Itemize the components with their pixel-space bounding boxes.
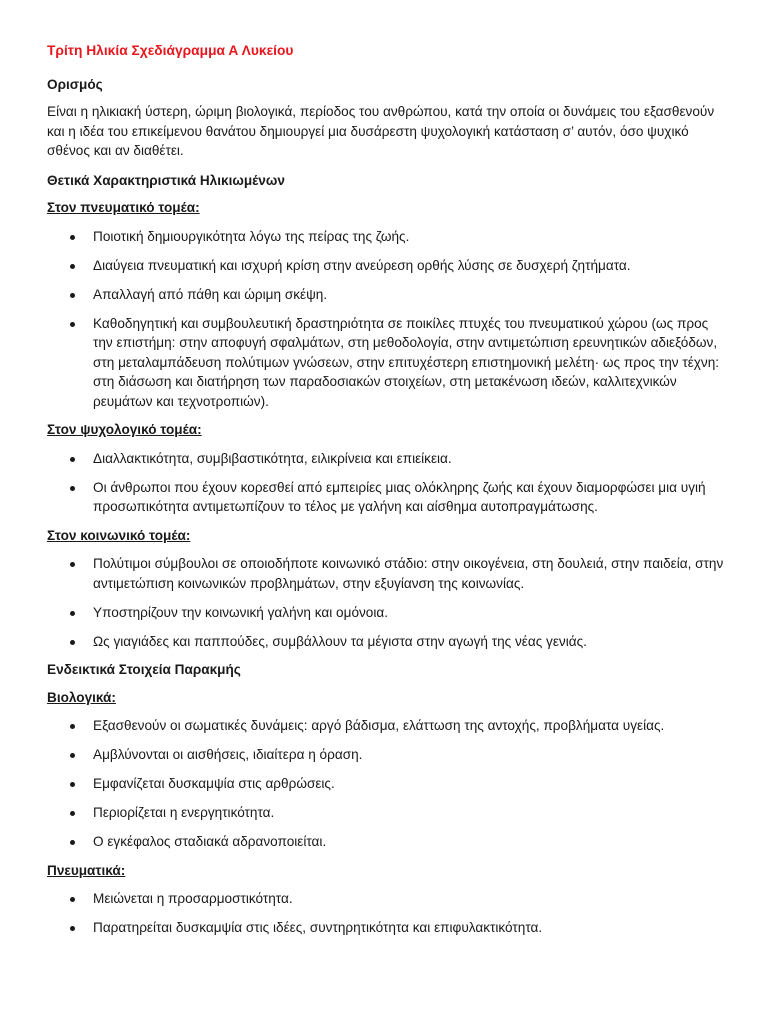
list-item-text: Μειώνεται η προσαρμοστικότητα. <box>93 891 293 906</box>
list-item <box>47 918 728 938</box>
list-item <box>47 889 728 909</box>
list-item-text: Ως γιαγιάδες και παππούδες, συμβάλλουν τα μέγιστα στην αγωγή της νέας γενιάς. <box>93 633 587 649</box>
list-item-text: Οι άνθρωποι που έχουν κορεσθεί από εμπειρίες μιας ολόκληρης ζωής και έχουν διαμορφώσει μια υγιή προσωπικότητα αντιμετωπίζουν το τέλος με γαλήνη και αίσθημα αυτοπραγμάτωσης. <box>93 479 706 514</box>
bullet-icon <box>70 611 75 616</box>
list-item <box>47 227 728 247</box>
bullet-icon <box>70 322 75 327</box>
bullet-icon <box>70 782 75 787</box>
bullet-icon <box>70 753 75 758</box>
decline-heading: Ενδεικτικά Στοιχεία Παρακμής <box>47 662 241 677</box>
intellectual-section-heading: Στον πνευματικό τομέα: <box>47 200 200 215</box>
list-item-text: Περιορίζεται η ενεργητικότητα. <box>93 805 275 820</box>
bullet-icon <box>70 235 75 240</box>
definition-heading: Ορισμός <box>47 76 103 92</box>
biological-list <box>47 716 728 852</box>
list-item <box>47 716 728 736</box>
list-item <box>47 256 728 276</box>
bullet-icon <box>70 293 75 298</box>
list-item <box>47 478 728 517</box>
bullet-icon <box>70 457 75 462</box>
list-item <box>47 632 728 652</box>
definition-text: Είναι η ηλικιακή ύστερη, ώριμη βιολογικά, περίοδος του ανθρώπου, κατά την οποία οι δυνάμεις του εξασθενούν και η ιδέα του επικείμενου θανάτου δημιουργεί μια δυσάρεστη ψυχολογική κατάσταση σ’ αυτόν, όσο ψυχικό σθένος και αν διαθέτει. <box>47 104 715 158</box>
social-section-heading: Στον κοινωνικό τομέα: <box>47 527 191 543</box>
bullet-icon <box>70 264 75 269</box>
mental-section-heading: Πνευματικά: <box>47 862 126 878</box>
social-list <box>47 554 728 651</box>
bullet-icon <box>70 562 75 567</box>
list-item-text: Εξασθενούν οι σωματικές δυνάμεις: αργό βάδισμα, ελάττωση της αντοχής, προβλήματα υγείας. <box>93 718 665 733</box>
bullet-icon <box>70 486 75 491</box>
list-item <box>47 803 728 823</box>
list-item <box>47 774 728 794</box>
list-item-text: Αμβλύνονται οι αισθήσεις, ιδιαίτερα η όραση. <box>93 747 363 762</box>
list-item-text: Ο εγκέφαλος σταδιακά αδρανοποιείται. <box>93 834 327 849</box>
psychological-list <box>47 449 728 517</box>
list-item-text: Εμφανίζεται δυσκαμψία στις αρθρώσεις. <box>93 776 335 791</box>
intellectual-list <box>47 227 728 412</box>
list-item-text: Διαλλακτικότητα, συμβιβαστικότητα, ειλικρίνεια και επιείκεια. <box>93 450 452 466</box>
list-item <box>47 554 728 593</box>
psychological-section-heading: Στον ψυχολογικό τομέα: <box>47 422 202 437</box>
list-item <box>47 314 728 412</box>
list-item <box>47 832 728 852</box>
list-item-text: Καθοδηγητική και συμβουλευτική δραστηριότητα σε ποικίλες πτυχές του πνευματικού χώρου (ως προς την επιστήμη: στην αποφυγή σφαλμάτων, στη μεθοδολογία, στην αντιμετώπιση ερευνητικών αδιεξόδων, στη μεταλαμπάδευση πολύτιμων γνώσεων, στην επιτυχέστερη επιστημονική μελέτη· ως προς την τέχνη: στη διάσωση και διατήρηση των παραδοσιακών στοιχείων, στη μετακένωση ιδεών, καλλιτεχνικών ρευμάτων και τεχνοτροπιών). <box>93 315 720 409</box>
biological-section-heading: Βιολογικά: <box>47 689 116 705</box>
list-item <box>47 285 728 305</box>
list-item-text: Ποιοτική δημιουργικότητα λόγω της πείρας της ζωής. <box>93 228 410 244</box>
list-item-text: Υποστηρίζουν την κοινωνική γαλήνη και ομόνοια. <box>93 604 389 620</box>
list-item <box>47 449 728 469</box>
list-item-text: Πολύτιμοι σύμβουλοι σε οποιοδήποτε κοινωνικό στάδιο: στην οικογένεια, στη δουλειά, στην παιδεία, στην αντιμετώπιση κοινωνικών προβλημάτων, στην εξυγίανση της κοινωνίας. <box>93 556 724 591</box>
bullet-icon <box>70 640 75 645</box>
list-item-text: Διαύγεια πνευματική και ισχυρή κρίση στην ανεύρεση ορθής λύσης σε δυσχερή ζητήματα. <box>93 257 631 273</box>
list-item <box>47 603 728 623</box>
bullet-icon <box>70 840 75 845</box>
mental-list <box>47 889 728 938</box>
bullet-icon <box>70 811 75 816</box>
bullet-icon <box>70 724 75 729</box>
bullet-icon <box>70 926 75 931</box>
bullet-icon <box>70 897 75 902</box>
list-item <box>47 745 728 765</box>
positive-traits-heading: Θετικά Χαρακτηριστικά Ηλικιωμένων <box>47 172 285 188</box>
list-item-text: Απαλλαγή από πάθη και ώριμη σκέψη. <box>93 286 328 302</box>
document-title: Τρίτη Ηλικία Σχεδιάγραμμα Α Λυκείου <box>47 43 294 58</box>
list-item-text: Παρατηρείται δυσκαμψία στις ιδέες, συντηρητικότητα και επιφυλακτικότητα. <box>93 920 543 935</box>
